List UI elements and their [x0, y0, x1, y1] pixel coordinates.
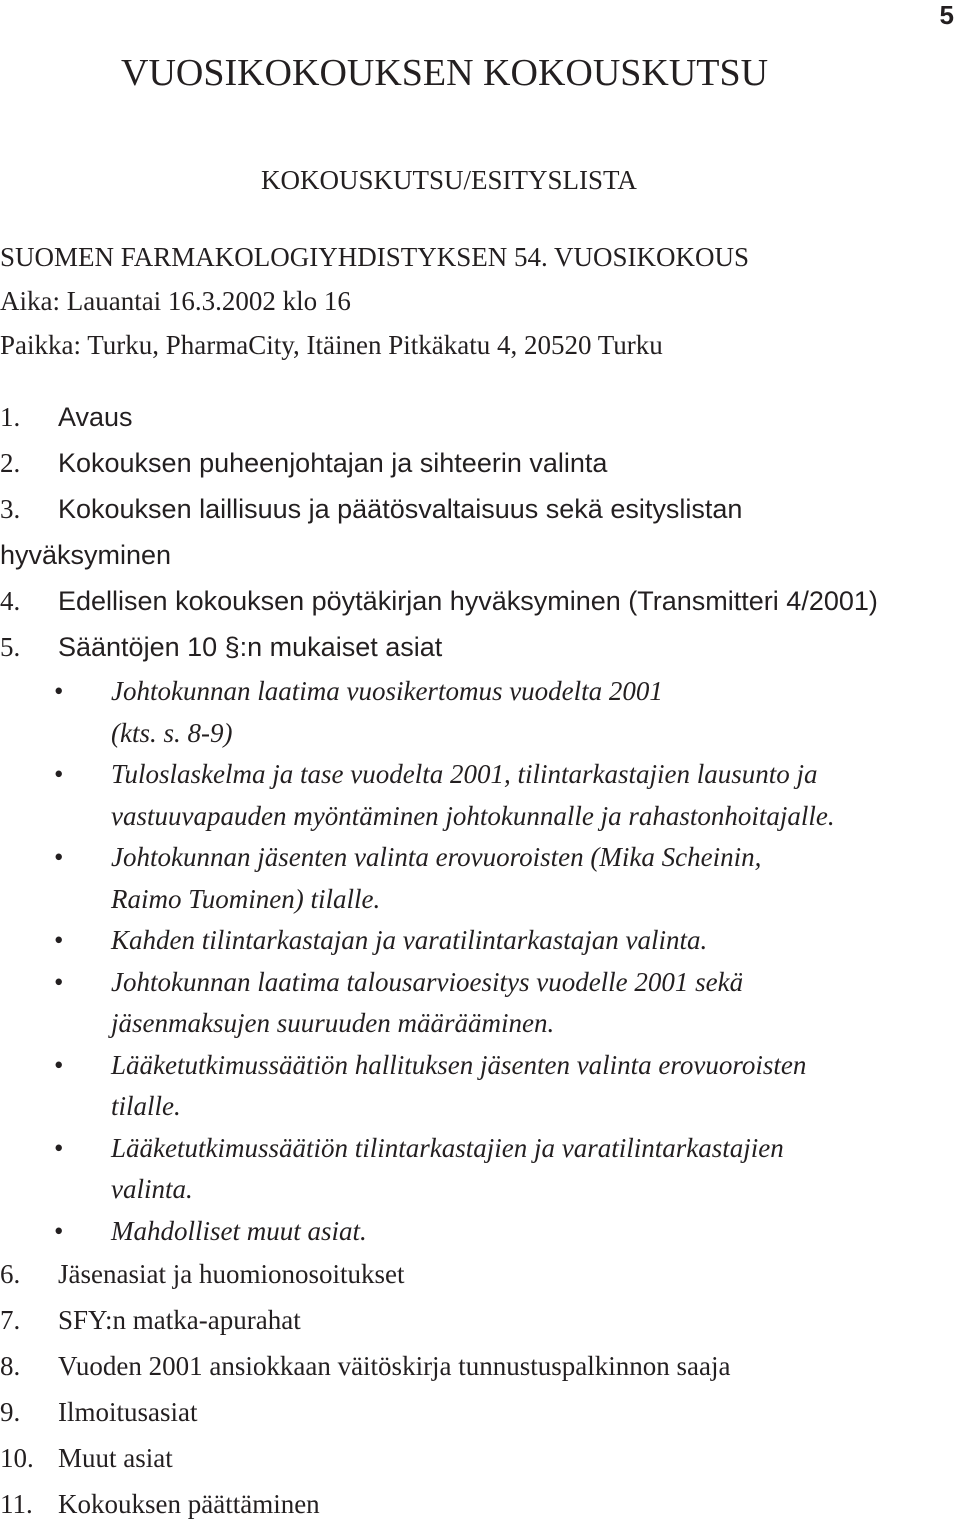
agenda-item-number: 8. — [0, 1351, 21, 1381]
subitem-text: (kts. s. 8-9) — [111, 717, 233, 748]
document-subtitle: KOKOUSKUTSU/ESITYSLISTA — [261, 165, 637, 195]
meeting-time: Aika: Lauantai 16.3.2002 klo 16 — [0, 286, 351, 316]
agenda-item-text: Kokouksen puheenjohtajan ja sihteerin valinta — [58, 448, 608, 478]
agenda-item-number: 2. — [0, 448, 21, 478]
subitem — [0, 755, 960, 797]
subitem-continuation — [0, 714, 960, 756]
subitem-text: Johtokunnan jäsenten valinta erovuoroisten (Mika Scheinin, — [111, 842, 762, 872]
page-title: VUOSIKOKOUKSEN KOKOUSKUTSU — [121, 52, 769, 94]
subitem — [0, 672, 960, 714]
subitem-text: Tuloslaskelma ja tase vuodelta 2001, tilintarkastajien lausunto ja — [111, 759, 818, 789]
agenda-item-text: Edellisen kokouksen pöytäkirjan hyväksyminen (Transmitteri 4/2001) — [58, 586, 878, 616]
agenda-item — [0, 442, 960, 488]
subitem-text: Kahden tilintarkastajan ja varatilintarkastajan valinta. — [111, 925, 708, 955]
subitem — [0, 838, 960, 880]
subitem-text: tilalle. — [111, 1091, 181, 1121]
subitem — [0, 1046, 960, 1088]
subitem-text: Mahdolliset muut asiat. — [111, 1215, 367, 1246]
agenda-item-number: 4. — [0, 586, 21, 616]
agenda-item — [0, 396, 960, 442]
agenda-item-text: Avaus — [58, 402, 133, 432]
agenda-item-number: 10. — [0, 1443, 34, 1473]
agenda-item-number: 3. — [0, 494, 21, 524]
agenda-item-text: Kokouksen laillisuus ja päätösvaltaisuus sekä esityslistan — [58, 494, 743, 524]
agenda-item — [0, 488, 960, 534]
subitem-text: valinta. — [111, 1174, 193, 1204]
agenda-item — [0, 580, 960, 626]
bullet-icon: • — [54, 842, 64, 872]
bullet-icon: • — [54, 759, 64, 789]
subitem-text: Lääketutkimussäätiön tilintarkastajien ja varatilintarkastajien — [111, 1132, 784, 1163]
subitem-continuation — [0, 880, 960, 922]
meeting-place: Paikka: Turku, PharmaCity, Itäinen Pitkäkatu 4, 20520 Turku — [0, 330, 663, 360]
agenda-item — [0, 1253, 960, 1299]
subitem — [0, 1212, 960, 1254]
bullet-icon: • — [54, 1049, 64, 1080]
agenda-item-text: hyväksyminen — [0, 540, 172, 570]
agenda-item — [0, 1437, 960, 1483]
bullet-icon: • — [54, 925, 64, 955]
agenda-item — [0, 1345, 960, 1391]
subitem-text: vastuuvapauden myöntäminen johtokunnalle ja rahastonhoitajalle. — [111, 800, 835, 831]
bullet-icon: • — [54, 676, 64, 706]
subitem-text: jäsenmaksujen suuruuden määrääminen. — [111, 1008, 555, 1038]
subitem — [0, 963, 960, 1005]
bullet-icon: • — [54, 1132, 64, 1163]
agenda-item — [0, 1483, 960, 1529]
subitem-continuation — [0, 797, 960, 839]
subitem — [0, 921, 960, 963]
agenda-item-number: 11. — [0, 1489, 33, 1519]
subitem — [0, 1129, 960, 1171]
subitem-continuation — [0, 1087, 960, 1129]
subitem-text: Raimo Tuominen) tilalle. — [111, 883, 381, 914]
agenda-item — [0, 1299, 960, 1345]
page-number: 5 — [939, 0, 954, 30]
subitem-text: Johtokunnan laatima vuosikertomus vuodelta 2001 — [111, 676, 663, 706]
agenda-item-number: 7. — [0, 1305, 21, 1335]
subitem-text: Lääketutkimussäätiön hallituksen jäsenten valinta erovuoroisten — [111, 1049, 807, 1080]
meeting-heading: SUOMEN FARMAKOLOGIYHDISTYKSEN 54. VUOSIKOKOUS — [0, 242, 750, 272]
agenda-item-text: Sääntöjen 10 §:n mukaiset asiat — [58, 632, 443, 662]
agenda-item-text: SFY:n matka-apurahat — [58, 1305, 301, 1335]
subitem-text: Johtokunnan laatima talousarvioesitys vuodelle 2001 sekä — [111, 966, 744, 997]
meeting-info — [0, 235, 749, 367]
bullet-icon: • — [54, 1215, 64, 1246]
agenda-item-number: 1. — [0, 402, 21, 432]
subitem-continuation — [0, 1004, 960, 1046]
agenda-list — [0, 396, 960, 1529]
bullet-icon: • — [54, 966, 64, 997]
agenda-item-continuation — [0, 534, 960, 580]
agenda-item-text: Muut asiat — [58, 1443, 173, 1473]
agenda-item — [0, 1391, 960, 1437]
agenda-item — [0, 626, 960, 672]
agenda-subitems — [0, 672, 960, 1253]
agenda-item-text: Vuoden 2001 ansiokkaan väitöskirja tunnustuspalkinnon saaja — [58, 1351, 731, 1381]
agenda-item-number: 5. — [0, 632, 21, 662]
subitem-continuation — [0, 1170, 960, 1212]
agenda-item-number: 6. — [0, 1259, 21, 1289]
agenda-item-text: Ilmoitusasiat — [58, 1397, 198, 1427]
agenda-item-number: 9. — [0, 1397, 21, 1427]
agenda-item-text: Jäsenasiat ja huomionosoitukset — [58, 1259, 405, 1289]
agenda-item-text: Kokouksen päättäminen — [58, 1489, 320, 1519]
